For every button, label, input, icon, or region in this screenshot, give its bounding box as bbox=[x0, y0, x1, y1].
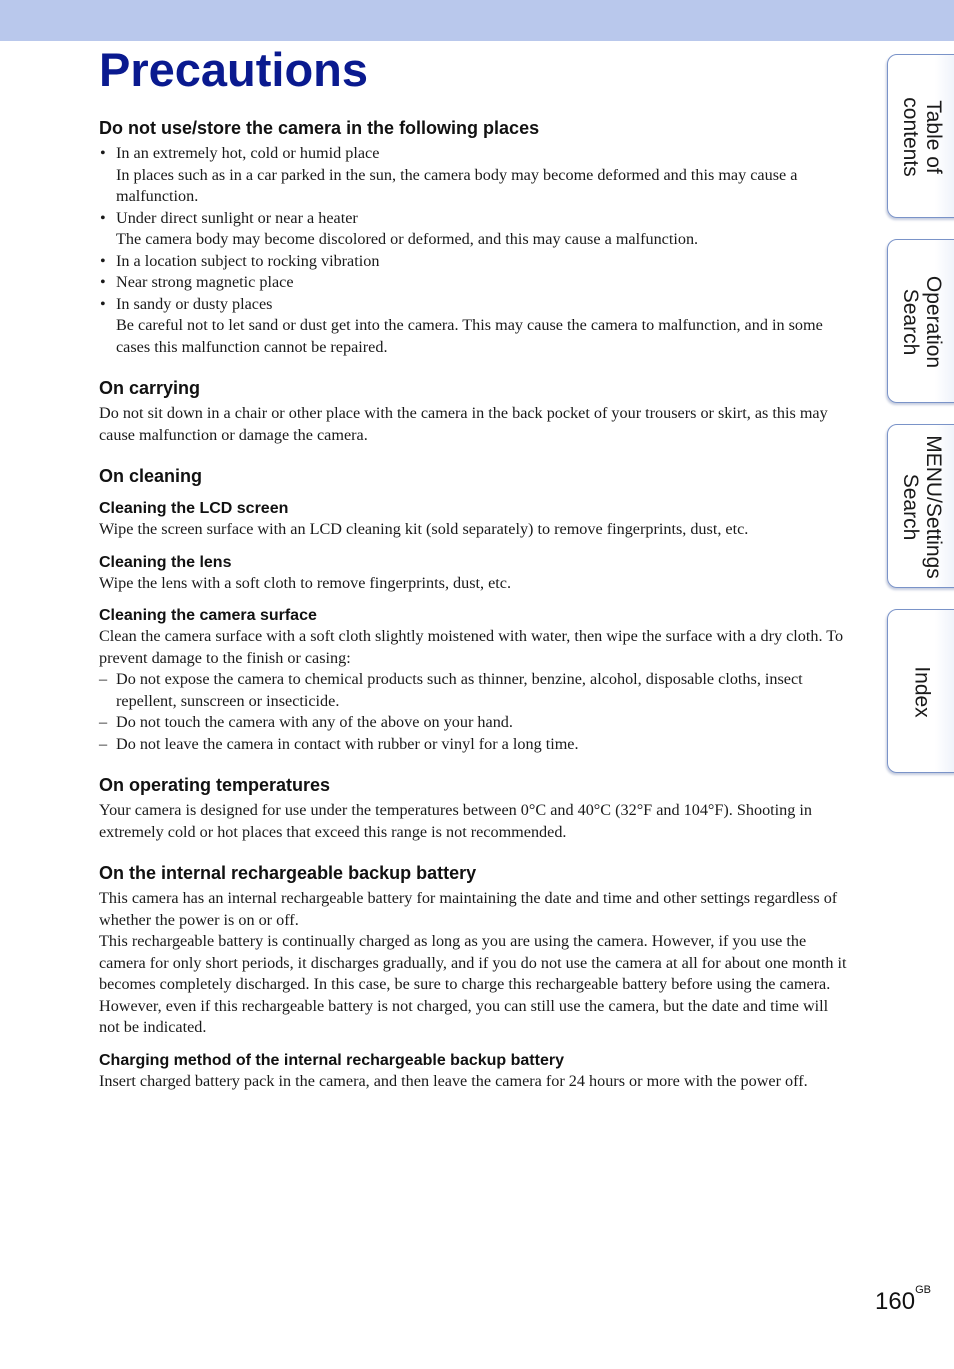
subsection-heading: Charging method of the internal rechargeable backup battery bbox=[99, 1051, 564, 1069]
places-list bbox=[99, 143, 851, 358]
tab-label: Operation Search bbox=[899, 275, 945, 369]
page-title: Precautions bbox=[99, 43, 369, 96]
list-item bbox=[99, 143, 851, 208]
section-heading: On cleaning bbox=[99, 466, 203, 486]
list-item-title: In a location subject to rocking vibration bbox=[116, 251, 380, 270]
tab-menu-settings-search[interactable] bbox=[887, 424, 954, 588]
tab-operation-search[interactable] bbox=[887, 239, 954, 403]
list-item-detail: Be careful not to let sand or dust get into the camera. This may cause the camera to malfunction, and in some cases this malfunction cannot be repaired. bbox=[116, 316, 823, 356]
surface-list bbox=[99, 669, 851, 755]
list-item bbox=[99, 294, 851, 359]
tab-table-of-contents[interactable] bbox=[887, 54, 954, 218]
section-body: Do not sit down in a chair or other place with the camera in the back pocket of your trousers or skirt, as this may cause malfunction or damage the camera. bbox=[99, 404, 828, 444]
paragraph: This rechargeable battery is continually charged as long as you are using the camera. However, if you use the camera for only short periods, it discharges gradually, and if you do not use the camera at all for about one month it becomes completely discharged. In this case, be sure to charge this rechargeable battery before using the camera. bbox=[99, 932, 847, 993]
section-places bbox=[99, 117, 851, 358]
list-item: – Do not expose the camera to chemical products such as thinner, benzine, alcohol, disposable cloths, insect repellent, sunscreen or insecticide. bbox=[99, 669, 851, 712]
list-item bbox=[99, 251, 851, 273]
subsection-heading: Cleaning the camera surface bbox=[99, 607, 317, 624]
list-item-title: In an extremely hot, cold or humid place bbox=[116, 144, 380, 162]
list-item-title: Under direct sunlight or near a heater bbox=[116, 208, 358, 227]
list-item: – Do not touch the camera with any of the above on your hand. bbox=[99, 712, 851, 734]
list-item-detail: The camera body may become discolored or deformed, and this may cause a malfunction. bbox=[116, 230, 699, 248]
subsection-surface bbox=[99, 606, 851, 755]
section-battery bbox=[99, 862, 851, 1092]
subsection-heading: Cleaning the LCD screen bbox=[99, 500, 289, 517]
section-body: Your camera is designed for use under the temperatures between 0°C and 40°C (32°F and 104°F). Shooting in extremely cold or hot places that exceed this range is not recommended. bbox=[99, 801, 812, 841]
subsection-heading: Cleaning the lens bbox=[99, 553, 232, 571]
section-heading: On carrying bbox=[99, 378, 201, 398]
section-heading: Do not use/store the camera in the following places bbox=[99, 118, 540, 138]
section-temperatures bbox=[99, 774, 851, 843]
section-cleaning bbox=[99, 465, 851, 755]
list-item bbox=[99, 272, 851, 294]
subsection-body: Wipe the lens with a soft cloth to remove fingerprints, dust, etc. bbox=[99, 573, 512, 592]
list-item bbox=[99, 208, 851, 251]
subsection-charging bbox=[99, 1051, 851, 1093]
list-item-title: Near strong magnetic place bbox=[116, 273, 294, 291]
paragraph: This camera has an internal rechargeable battery for maintaining the date and time and other settings regardless of whether the power is on or off. bbox=[99, 889, 838, 929]
subsection-lens bbox=[99, 553, 851, 595]
tab-label: MENU/Settings Search bbox=[899, 435, 945, 579]
tab-label: Index bbox=[910, 666, 934, 718]
section-heading: On operating temperatures bbox=[99, 775, 331, 795]
tab-label: Table of contents bbox=[899, 97, 945, 177]
section-heading: On the internal rechargeable backup battery bbox=[99, 863, 477, 883]
page-number bbox=[875, 1284, 931, 1316]
subsection-body: Insert charged battery pack in the camera, and then leave the camera for 24 hours or more with the power off. bbox=[99, 1071, 808, 1090]
subsection-body: Wipe the screen surface with an LCD cleaning kit (sold separately) to remove fingerprints, dust, etc. bbox=[99, 520, 749, 538]
main-content bbox=[99, 117, 851, 1111]
tab-index[interactable] bbox=[887, 609, 954, 773]
subsection-body: Clean the camera surface with a soft cloth slightly moistened with water, then wipe the surface with a dry cloth. To prevent damage to the finish or casing: bbox=[99, 627, 844, 667]
list-item-detail: In places such as in a car parked in the sun, the camera body may become deformed and this may cause a malfunction. bbox=[116, 165, 798, 205]
paragraph: However, even if this rechargeable battery is not charged, you can still use the camera, but the date and time will not be indicated. bbox=[99, 996, 829, 1036]
list-item-title: In sandy or dusty places bbox=[116, 294, 273, 313]
list-item: – Do not leave the camera in contact with rubber or vinyl for a long time. bbox=[99, 734, 851, 756]
subsection-lcd bbox=[99, 499, 851, 541]
page-number-value: 160 bbox=[875, 1288, 916, 1315]
page-number-suffix: GB bbox=[915, 1284, 931, 1296]
section-carrying bbox=[99, 377, 851, 446]
header-band bbox=[0, 0, 954, 41]
